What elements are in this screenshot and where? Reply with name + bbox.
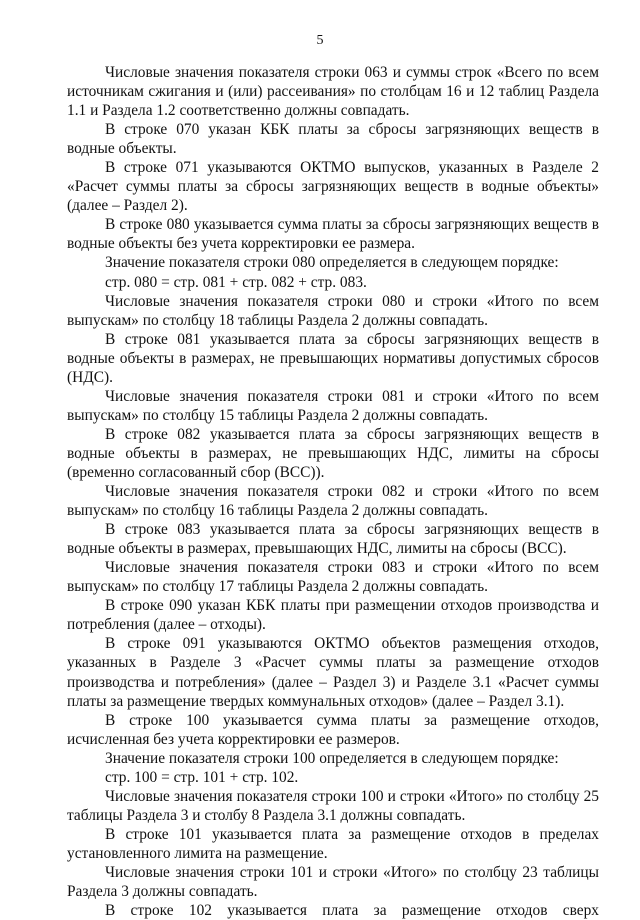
page-number: 5 [316,33,324,48]
paragraph: Числовые значения показателя строки 083 и строки «Итого по всем выпускам» по столбцу 17 таблицы Раздела 2 должны совпадать. [67,559,599,596]
paragraph: В строке 071 указываются ОКТМО выпусков, указанных в Разделе 2 «Расчет суммы платы за сбросы загрязняющих веществ в водные объекты» (далее – Раздел 2). [67,159,599,215]
paragraph: В строке 080 указывается сумма платы за сбросы загрязняющих веществ в водные объекты без учета корректировки ее размера. [67,216,599,253]
paragraph: Значение показателя строки 080 определяется в следующем порядке: [105,254,559,272]
formula-line: стр. 080 = стр. 081 + стр. 082 + стр. 083. [105,273,367,291]
paragraph: Числовые значения показателя строки 080 и строки «Итого по всем выпускам» по столбцу 18 таблицы Раздела 2 должны совпадать. [67,292,599,329]
paragraph: В строке 101 указывается плата за размещение отходов в пределах установленного лимита на размещение. [67,825,599,862]
paragraph: В строке 070 указан КБК платы за сбросы загрязняющих веществ в водные объекты. [67,121,599,158]
paragraph: Значение показателя строки 100 определяется в следующем порядке: [105,749,559,767]
paragraph: Числовые значения показателя строки 081 и строки «Итого по всем выпускам» по столбцу 15 таблицы Раздела 2 должны совпадать. [67,387,599,424]
paragraph: В строке 102 указывается плата за размещение отходов сверх [105,902,599,920]
paragraph: Числовые значения показателя строки 063 и суммы строк «Всего по всем источникам сжигания и (или) рассеивания» по столбцам 16 и 12 таблиц Раздела 1.1 и Раздела 1.2 соответственно должны совпадать. [67,64,599,120]
paragraph: Числовые значения показателя строки 082 и строки «Итого по всем выпускам» по столбцу 16 таблицы Раздела 2 должны совпадать. [67,483,599,520]
paragraph: В строке 082 указывается плата за сбросы загрязняющих веществ в водные объекты в размерах, не превышающих НДС, лимиты на сбросы (временно согласованный сбор (ВСС)). [67,425,599,481]
document-body [67,63,599,920]
paragraph: В строке 083 указывается плата за сбросы загрязняющих веществ в водные объекты в размерах, превышающих НДС, лимиты на сбросы (ВСС). [67,521,599,558]
paragraph: В строке 081 указывается плата за сбросы загрязняющих веществ в водные объекты в размерах, не превышающих нормативы допустимых сбросов (НДС). [67,330,599,386]
paragraph: В строке 090 указан КБК платы при размещении отходов производства и потребления (далее – отходы). [67,597,599,634]
paragraph: Числовые значения показателя строки 100 и строки «Итого» по столбцу 25 таблицы Раздела 3 и столбу 8 Раздела 3.1 должны совпадать. [67,787,599,824]
formula-line: стр. 100 = стр. 101 + стр. 102. [105,768,299,786]
paragraph: В строке 100 указывается сумма платы за размещение отходов, исчисленная без учета корректировки ее размеров. [67,711,599,748]
paragraph: Числовые значения строки 101 и строки «Итого» по столбцу 23 таблицы Раздела 3 должны совпадать. [67,863,599,901]
paragraph: В строке 091 указываются ОКТМО объектов размещения отходов, указанных в Разделе 3 «Расчет суммы платы за размещение отходов производства и потребления» (далее – Раздел 3) и Разделе 3.1 «Расчет суммы платы за размещение твердых коммунальных отходов» (далее – Раздел 3.1). [67,635,599,710]
